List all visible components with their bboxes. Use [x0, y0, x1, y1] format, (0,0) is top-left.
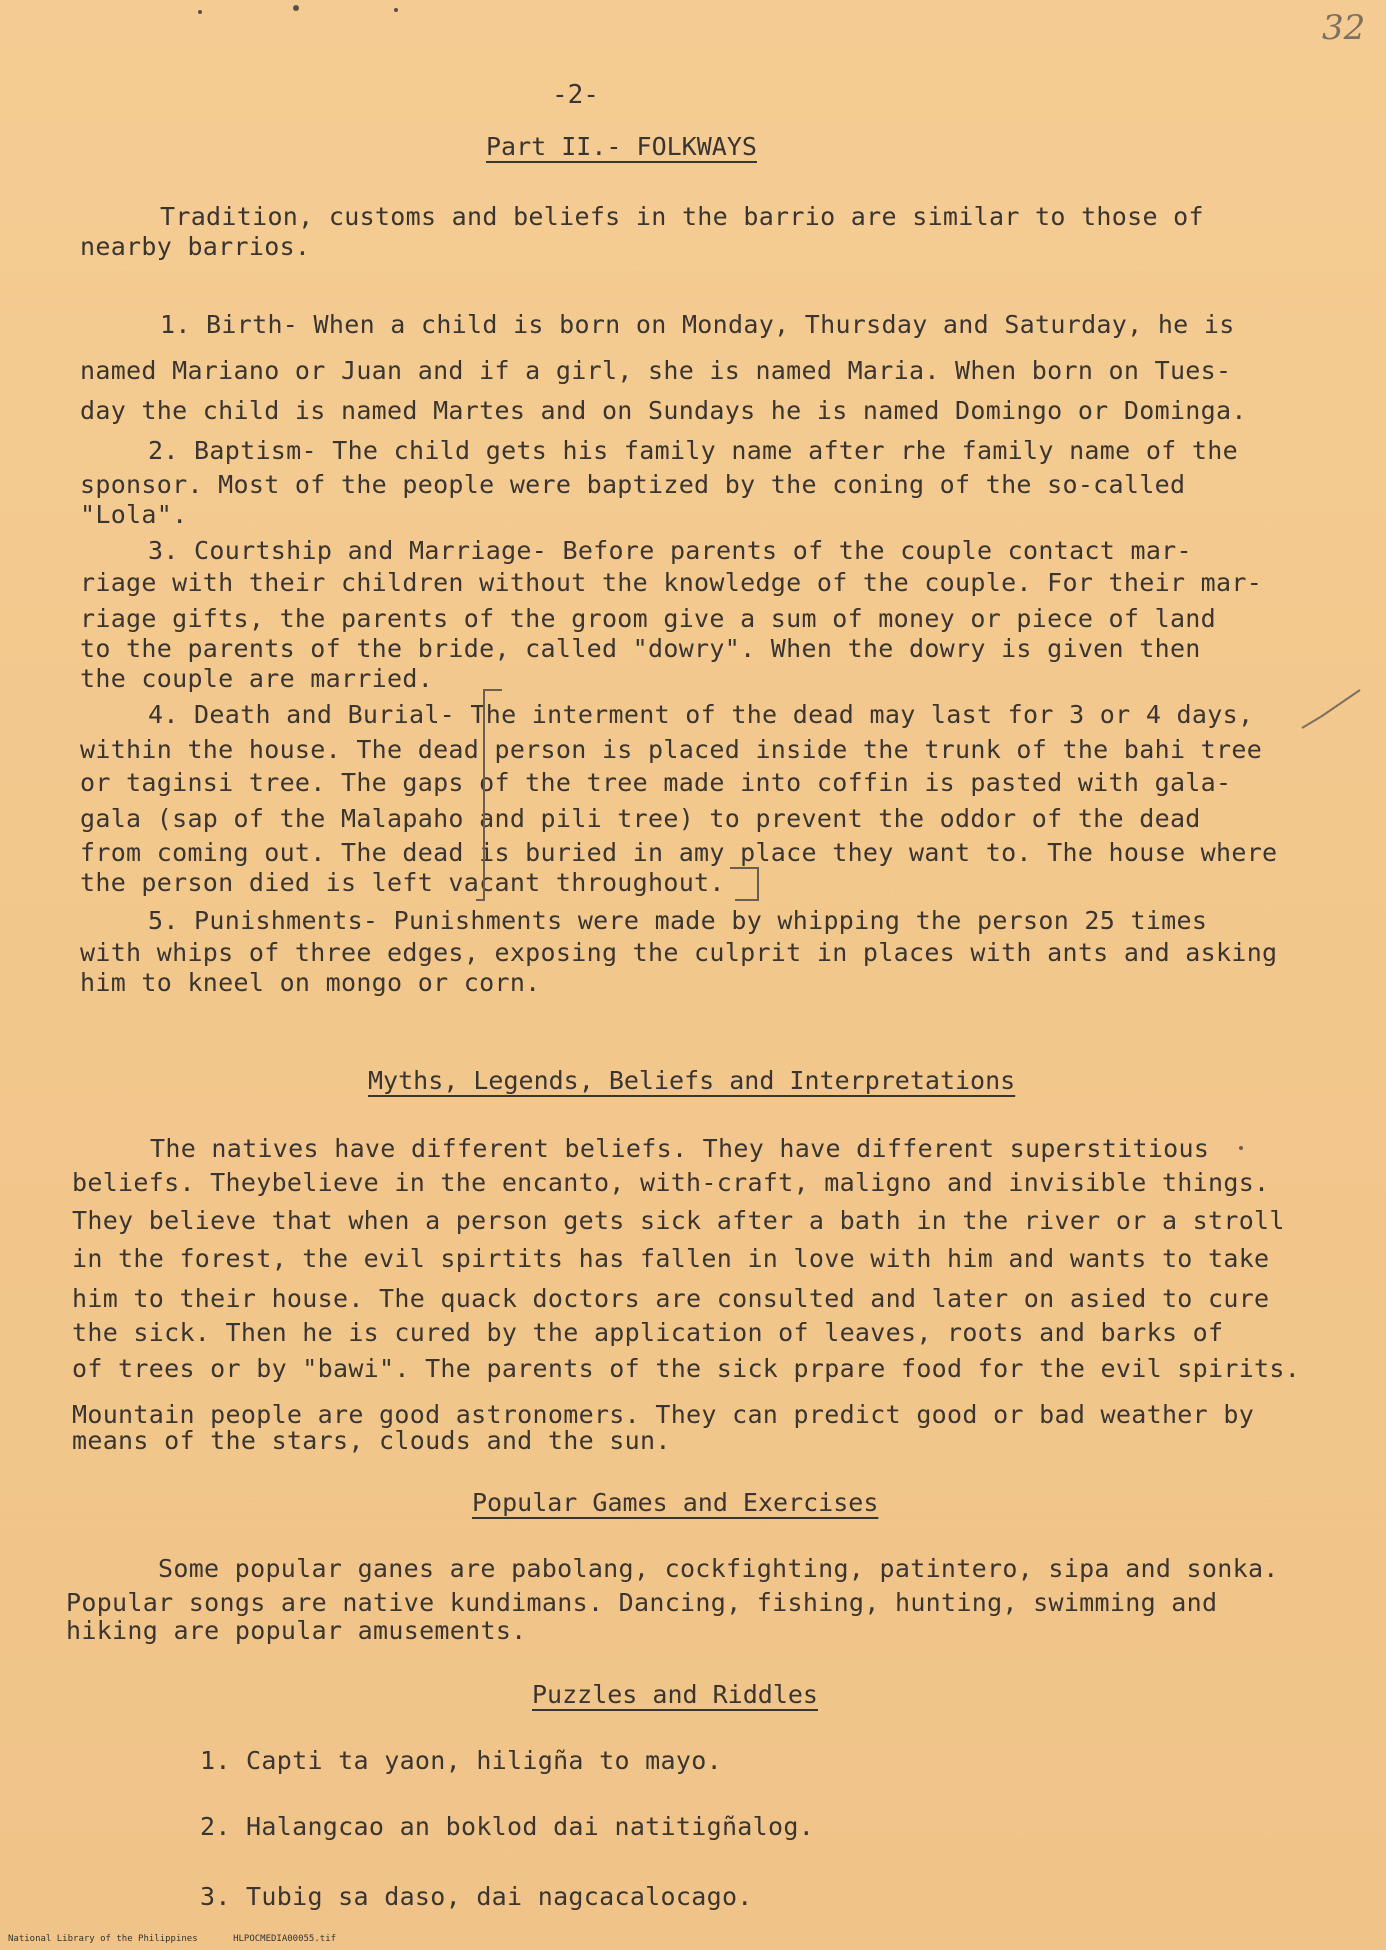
games-line: Popular songs are native kundimans. Dancing, fishing, hunting, swimming and [66, 1588, 1218, 1617]
riddle-item: 2. Halangcao an boklod dai natitigñalog. [200, 1812, 815, 1841]
myths-line: The natives have different beliefs. They have different superstitious [150, 1134, 1210, 1163]
myths-line: in the forest, the evil spirtits has fallen in love with him and wants to take [72, 1244, 1270, 1273]
myths-line: beliefs. Theybelieve in the encanto, with-craft, maligno and invisible things. [72, 1168, 1270, 1197]
folkway-line: 5. Punishments- Punishments were made by whipping the person 25 times [148, 906, 1208, 935]
folkway-line: "Lola". [80, 500, 188, 529]
myths-line: They believe that when a person gets sick after a bath in the river or a stroll [72, 1206, 1285, 1235]
folkway-line: with whips of three edges, exposing the culprit in places with ants and asking [80, 938, 1278, 967]
puzzles-heading: Puzzles and Riddles [532, 1680, 818, 1709]
folkway-line: 3. Courtship and Marriage- Before parents of the couple contact mar- [148, 536, 1192, 565]
folkway-line: or taginsi tree. The gaps of the tree made into coffin is pasted with gala- [80, 768, 1232, 797]
myths-line: him to their house. The quack doctors are consulted and later on asied to cure [72, 1284, 1270, 1313]
myths-line: the sick. Then he is cured by the application of leaves, roots and barks of [72, 1318, 1224, 1347]
folkway-line: 2. Baptism- The child gets his family name after rhe family name of the [148, 436, 1238, 465]
folkway-line: gala (sap of the Malapaho and pili tree) to prevent the oddor of the dead [80, 804, 1201, 833]
check-mark [1302, 690, 1360, 728]
folkway-line: 4. Death and Burial- The interment of the dead may last for 3 or 4 days, [148, 700, 1254, 729]
myths-heading: Myths, Legends, Beliefs and Interpretations [368, 1066, 1016, 1095]
games-line: hiking are popular amusements. [66, 1616, 527, 1645]
folkway-line: sponsor. Most of the people were baptized by the coning of the so-called [80, 470, 1186, 499]
footer-filename: HLPOCMEDIA00055.tif [233, 1934, 337, 1944]
myths-line: of trees or by "bawi". The parents of the sick prpare food for the evil spirits. [72, 1354, 1301, 1383]
myths-line: Mountain people are good astronomers. They can predict good or bad weather by [72, 1400, 1255, 1429]
footer-library: National Library of the Philippines [8, 1934, 198, 1944]
myths-line: means of the stars, clouds and the sun. [72, 1426, 671, 1455]
games-line: Some popular ganes are pabolang, cockfighting, patintero, sipa and sonka. [158, 1554, 1279, 1583]
corner-page-number: 32 [1322, 8, 1366, 48]
riddle-item: 3. Tubig sa daso, dai nagcacalocago. [200, 1882, 753, 1911]
folkway-line: day the child is named Martes and on Sundays he is named Domingo or Dominga. [80, 396, 1247, 425]
folkway-line: 1. Birth- When a child is born on Monday, Thursday and Saturday, he is [160, 310, 1235, 339]
games-heading: Popular Games and Exercises [472, 1488, 879, 1517]
folkway-line: to the parents of the bride, called "dowry". When the dowry is given then [80, 634, 1201, 663]
intro-line: Tradition, customs and beliefs in the barrio are similar to those of [160, 202, 1204, 231]
folkway-line: the person died is left vacant throughout. [80, 868, 725, 897]
folkway-line: named Mariano or Juan and if a girl, she is named Maria. When born on Tues- [80, 356, 1232, 385]
folkway-line: him to kneel on mongo or corn. [80, 968, 541, 997]
part-heading: Part II.- FOLKWAYS [486, 132, 757, 161]
folkway-line: within the house. The dead person is placed inside the trunk of the bahi tree [80, 735, 1263, 764]
folkway-line: riage gifts, the parents of the groom give a sum of money or piece of land [80, 604, 1216, 633]
bracket-open-mark [476, 690, 502, 900]
folkway-line: the couple are married. [80, 664, 434, 693]
scan-footer [0, 1934, 1386, 1944]
folkway-line: from coming out. The dead is buried in amy place they want to. The house where [80, 838, 1278, 867]
bracket-close-mark [730, 868, 758, 900]
intro-line: nearby barrios. [80, 232, 311, 261]
riddle-item: 1. Capti ta yaon, hiligña to mayo. [200, 1746, 722, 1775]
page-number: -2- [552, 80, 599, 110]
folkway-line: riage with their children without the knowledge of the couple. For their mar- [80, 568, 1263, 597]
